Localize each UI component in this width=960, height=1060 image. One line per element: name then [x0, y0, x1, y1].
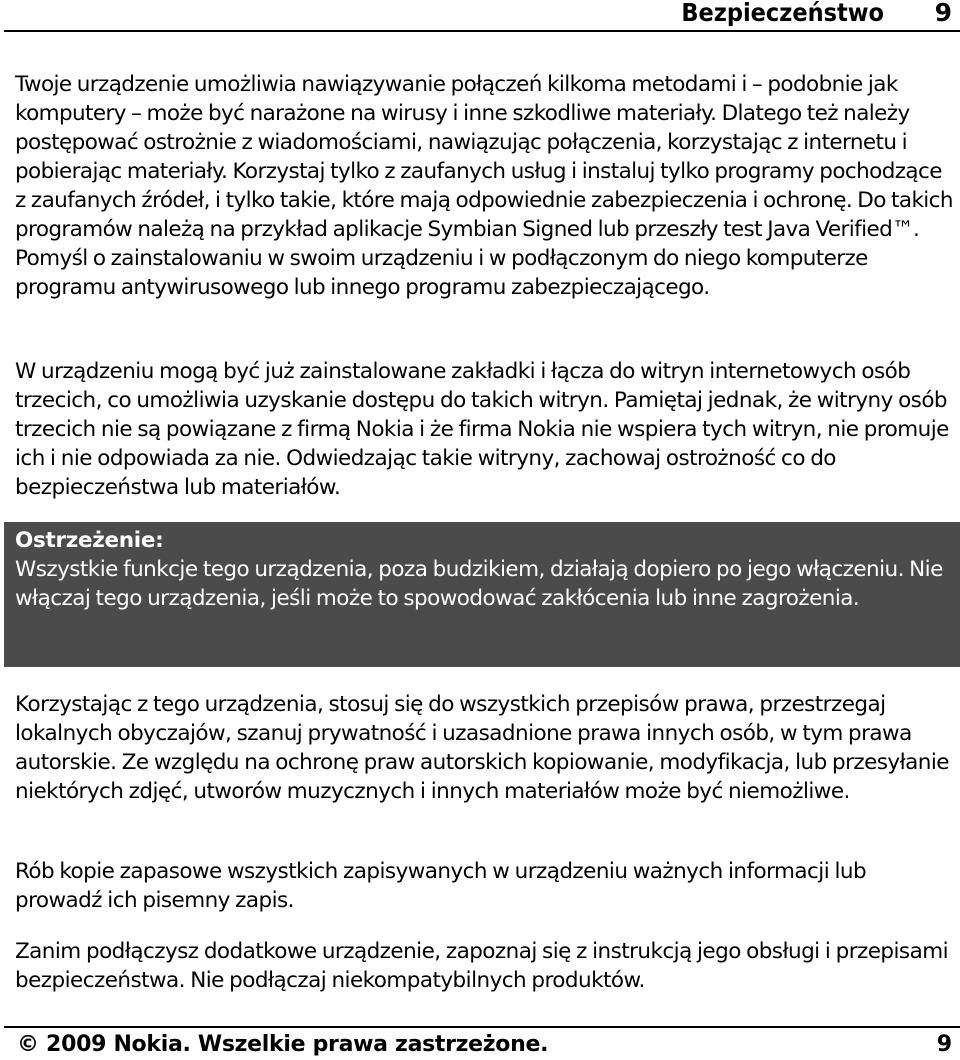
paragraph-legal-compliance: Korzystając z tego urządzenia, stosuj się do wszystkich przepisów prawa, przestrzegaj lokalnych obyczajów, szanuj prywatność i uzasadnione prawa innych osób, w tym prawa autorskie. Ze względu na ochronę praw autorskich kopiowanie, modyfikacja, lub przesyłanie niektórych zdjęć, utworów muzycznych i innych materiałów może być niemożliwe.	[15, 692, 949, 804]
paragraph-third-party-links: W urządzeniu mogą być już zainstalowane zakładki i łącza do witryn internetowych osób trzecich, co umożliwia uzyskanie dostępu do takich witryn. Pamiętaj jednak, że witryny osób trzecich nie są powiązane z firmą Nokia i że firma Nokia nie wspiera tych witryn, nie promuje ich i nie odpowiada za nie. Odwiedzając takie witryny, zachowaj ostrożność co do bezpieczeństwa lub materiałów.	[15, 359, 949, 500]
header-divider	[4, 30, 960, 32]
section-title: Bezpieczeństwo	[681, 0, 884, 27]
footer-page-number: 9	[936, 1032, 952, 1057]
warning-box	[4, 522, 960, 667]
warning-title: Ostrzeżenie:	[15, 528, 164, 553]
paragraph-security-intro: Twoje urządzenie umożliwia nawiązywanie połączeń kilkoma metodami i – podobnie jak komputery – może być narażone na wirusy i inne szkodliwe materiały. Dlatego też należy postępować ostrożnie z wiadomościami, nawiązując połączenia, korzystając z internetu i pobierając materiały. Korzystaj tylko z zaufanych usług i instaluj tylko programy pochodzące z zaufanych źródeł, i tylko takie, które mają odpowiednie zabezpieczenia i ochronę. Do takich programów należą na przykład aplikacje Symbian Signed lub przeszły test Java Verified™. Pomyśl o zainstalowaniu w swoim urządzeniu i w podłączonym do niego komputerze programu antywirusowego lub innego programu zabezpieczającego.	[15, 72, 953, 300]
header-page-number: 9	[934, 0, 952, 27]
paragraph-accessories: Zanim podłączysz dodatkowe urządzenie, zapoznaj się z instrukcją jego obsługi i przepisami bezpieczeństwa. Nie podłączaj niekompatybilnych produktów.	[15, 939, 949, 993]
page-header	[0, 0, 960, 30]
footer-copyright: © 2009 Nokia. Wszelkie prawa zastrzeżone.	[17, 1032, 549, 1057]
warning-text: Wszystkie funkcje tego urządzenia, poza budzikiem, działają dopiero po jego włączeniu. Nie włączaj tego urządzenia, jeśli może to spowodować zakłócenia lub inne zagrożenia.	[15, 557, 943, 611]
paragraph-backup: Rób kopie zapasowe wszystkich zapisywanych w urządzeniu ważnych informacji lub prowadź ich pisemny zapis.	[15, 859, 867, 913]
footer-divider	[4, 1026, 960, 1028]
